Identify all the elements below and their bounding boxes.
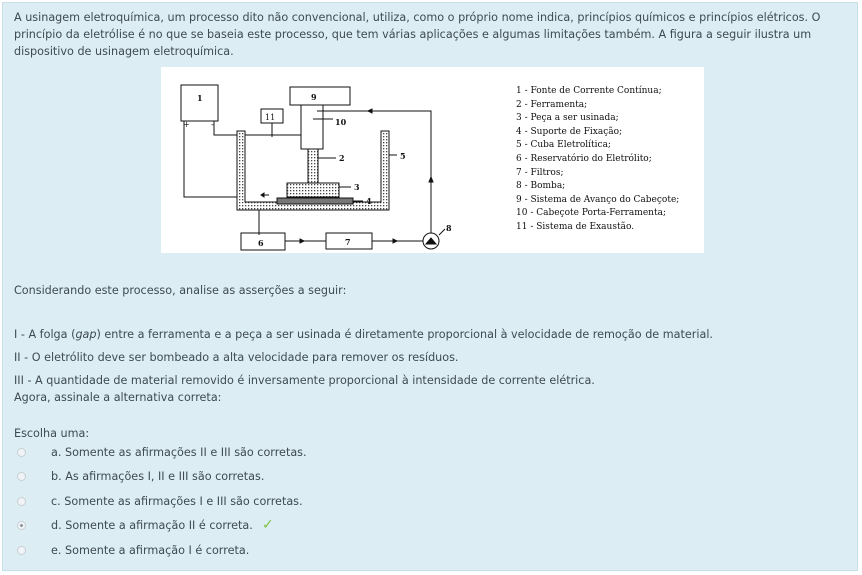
- label-minus: -: [211, 120, 214, 129]
- assertion-1-start: I - A folga (: [14, 328, 76, 341]
- figure-legend: [516, 85, 679, 235]
- legend-item: 9 - Sistema de Avanço do Cabeçote;: [516, 194, 680, 205]
- ecm-diagram-figure: [161, 67, 704, 253]
- label-4: 4: [366, 196, 372, 206]
- feed-system-box: [290, 87, 350, 105]
- label-2: 2: [339, 153, 345, 163]
- option-a-label[interactable]: a. Somente as afirmações II e III são corretas.: [51, 445, 307, 459]
- tool-head: [301, 105, 323, 149]
- radio-option-c[interactable]: [17, 497, 26, 506]
- legend-item: 7 - Filtros;: [516, 167, 564, 178]
- option-d[interactable]: [17, 516, 274, 534]
- option-c-label[interactable]: c. Somente as afirmações I e III são corretas.: [51, 494, 303, 508]
- legend-item: 6 - Reservatório do Eletrólito;: [516, 153, 652, 164]
- label-10: 10: [335, 117, 347, 127]
- legend-item: 10 - Cabeçote Porta-Ferramenta;: [516, 208, 666, 219]
- legend-item: 8 - Bomba;: [516, 181, 566, 192]
- option-d-label[interactable]: d. Somente a afirmação II é correta.: [51, 518, 253, 532]
- leader-8: [439, 229, 445, 235]
- option-b-label[interactable]: b. As afirmações I, II e III são corretas.: [51, 469, 265, 483]
- question-panel: [2, 2, 858, 571]
- option-b[interactable]: [17, 467, 265, 485]
- correct-check-icon: ✓: [262, 517, 274, 533]
- radio-option-d-selected[interactable]: [17, 521, 26, 530]
- flow-arrow-6-7: [300, 239, 304, 243]
- flow-arrow-top: [368, 109, 372, 113]
- legend-item: 2 - Ferramenta;: [516, 99, 588, 110]
- radio-selected-dot: [20, 524, 23, 527]
- label-1: 1: [197, 93, 203, 103]
- flow-arrow-up: [429, 177, 433, 182]
- option-c[interactable]: [17, 492, 303, 510]
- radio-option-a[interactable]: [17, 448, 26, 457]
- legend-item: 5 - Cuba Eletrolítica;: [516, 140, 611, 151]
- fixture: [277, 198, 353, 204]
- label-9: 9: [311, 92, 317, 102]
- assertion-2: II - O eletrólito deve ser bombeado a alta velocidade para remover os resíduos.: [14, 351, 459, 364]
- instruction: Agora, assinale a alternativa correta:: [14, 391, 222, 404]
- tool: [308, 149, 318, 185]
- assertion-1-end: ) entre a ferramenta e a peça a ser usinada é diretamente proporcional à velocidade de remoção de material.: [96, 328, 713, 341]
- legend-item: 11 - Sistema de Exaustão.: [516, 221, 635, 232]
- option-e-label[interactable]: e. Somente a afirmação I é correta.: [51, 543, 250, 557]
- choose-label: Escolha uma:: [14, 427, 90, 440]
- radio-option-b[interactable]: [17, 472, 26, 481]
- legend-item: 3 - Peça a ser usinada;: [516, 113, 619, 124]
- label-11: 11: [265, 113, 276, 122]
- question-intro: A usinagem eletroquímica, um processo dito não convencional, utiliza, como o próprio nome indica, princípios químicos e princípios elétricos. O princípio da eletrólise é no que se baseia este processo, que tem várias aplicações e algumas limitações também. A figura a seguir ilustra um dispositivo de usinagem eletroquímica.: [14, 11, 821, 58]
- assertion-3: III - A quantidade de material removido é inversamente proporcional à intensidade de corrente elétrica.: [14, 374, 595, 387]
- flow-arrow-7-8: [393, 239, 397, 243]
- workpiece: [287, 183, 339, 197]
- question-prompt: Considerando este processo, analise as asserções a seguir:: [14, 284, 347, 297]
- label-8: 8: [446, 223, 452, 233]
- label-plus: +: [183, 120, 190, 129]
- legend-item: 4 - Suporte de Fixação;: [516, 126, 623, 137]
- minus-wire: [214, 121, 301, 135]
- label-7: 7: [345, 237, 351, 247]
- radio-option-e[interactable]: [17, 546, 26, 555]
- option-e[interactable]: [17, 541, 250, 559]
- assertion-1-gap: gap: [75, 328, 97, 341]
- power-source-box: [181, 85, 218, 121]
- label-5: 5: [400, 151, 406, 161]
- flow-arrow-tank: [261, 193, 269, 197]
- label-6: 6: [258, 238, 264, 248]
- assertion-1: [14, 326, 713, 343]
- legend-item: 1 - Fonte de Corrente Contínua;: [516, 86, 662, 96]
- label-3: 3: [354, 182, 360, 192]
- option-a[interactable]: [17, 443, 307, 461]
